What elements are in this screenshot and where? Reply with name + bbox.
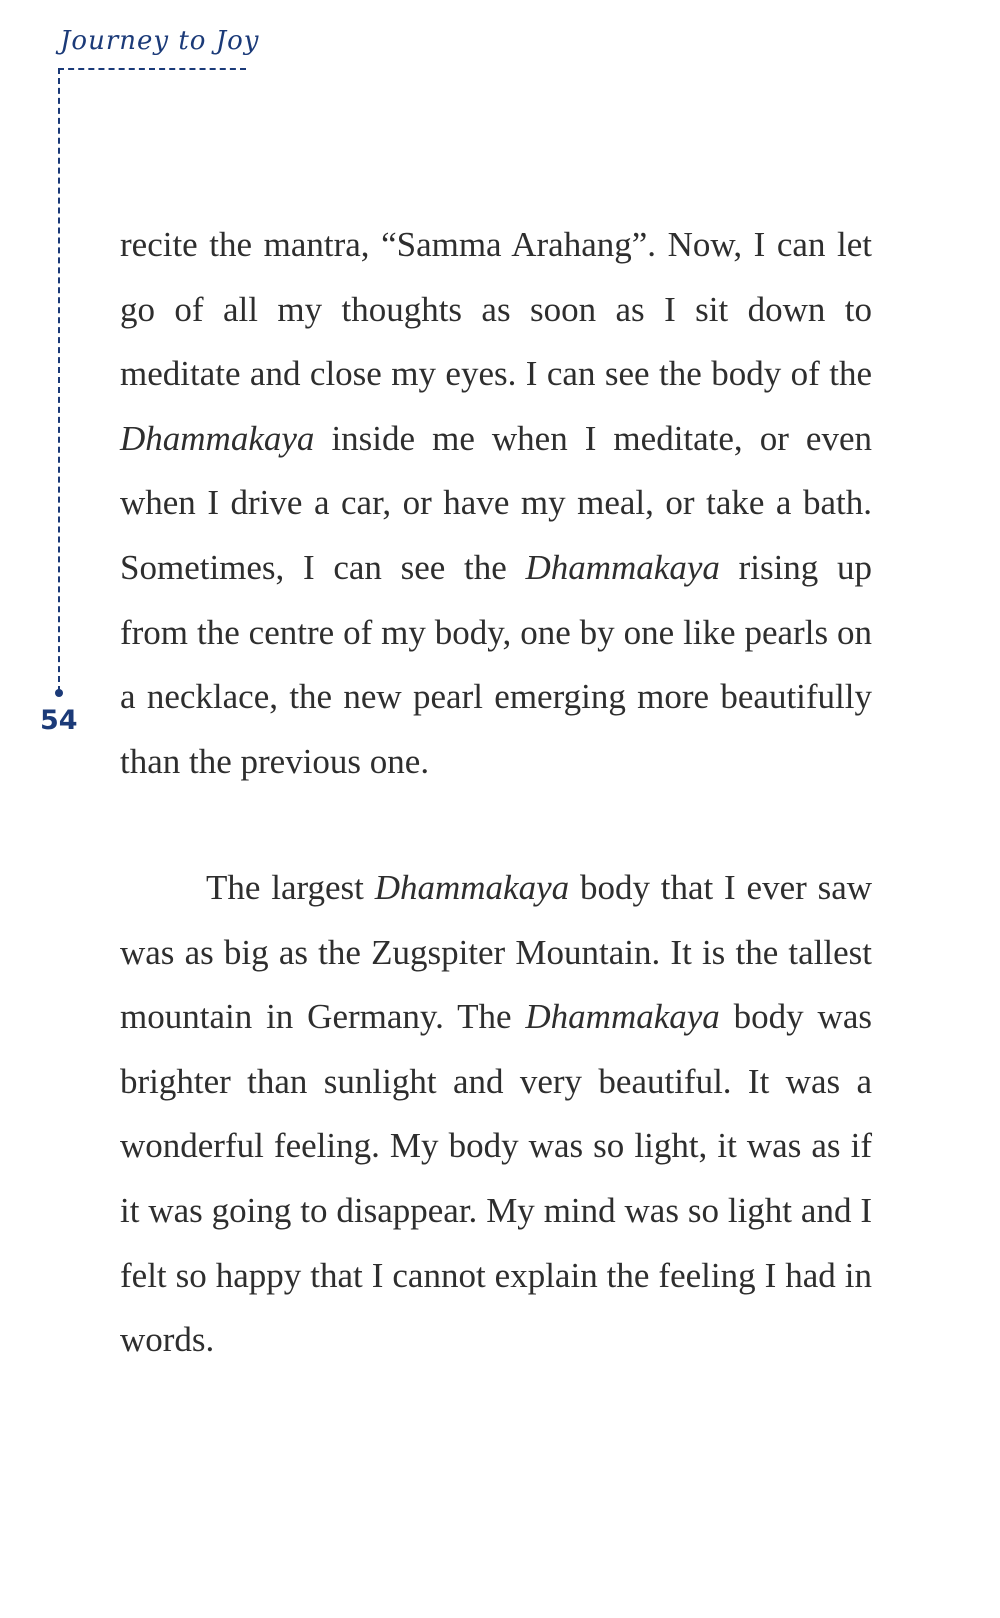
paragraph-1-text-2: inside me when I meditate, or even when I drive a car, or have my meal, or take a bath. Sometimes, I can see the [120,418,872,587]
running-title: Journey to Joy [60,26,260,56]
paragraph-1 [120,213,872,794]
page-number: 54 [40,705,78,736]
paragraph-1-italic-term-2: Dhammakaya [525,547,720,587]
paragraph-2-text-1: The largest [206,868,375,907]
frame-end-dot [55,689,63,697]
paragraph-1-text-3: rising up from the centre of my body, one by one like pearls on a necklace, the new pearl emerging more beautifully than the previous one. [120,547,872,781]
paragraph-1-text-1: recite the mantra, “Samma Arahang”. Now, I can let go of all my thoughts as soon as I sit down to meditate and close my eyes. I can see the body of the [120,225,872,394]
paragraph-2-text-2: body that I ever saw was as big as the Zugspiter Mountain. It is the tallest mountain in Germany. The [120,868,873,1037]
paragraph-2 [120,856,872,1373]
paragraph-2-text-3: body was brighter than sunlight and very beautiful. It was a wonderful feeling. My body was so light, it was as if it was going to disappear. My mind was so light and I felt so happy that I cannot explain the feeling I had in words. [120,997,872,1360]
paragraph-1-italic-term-1: Dhammakaya [120,418,315,458]
paragraph-2-italic-term-1: Dhammakaya [374,868,570,907]
frame-left-rule [58,68,60,692]
frame-top-rule [58,68,246,70]
paragraph-2-italic-term-2: Dhammakaya [525,997,720,1037]
